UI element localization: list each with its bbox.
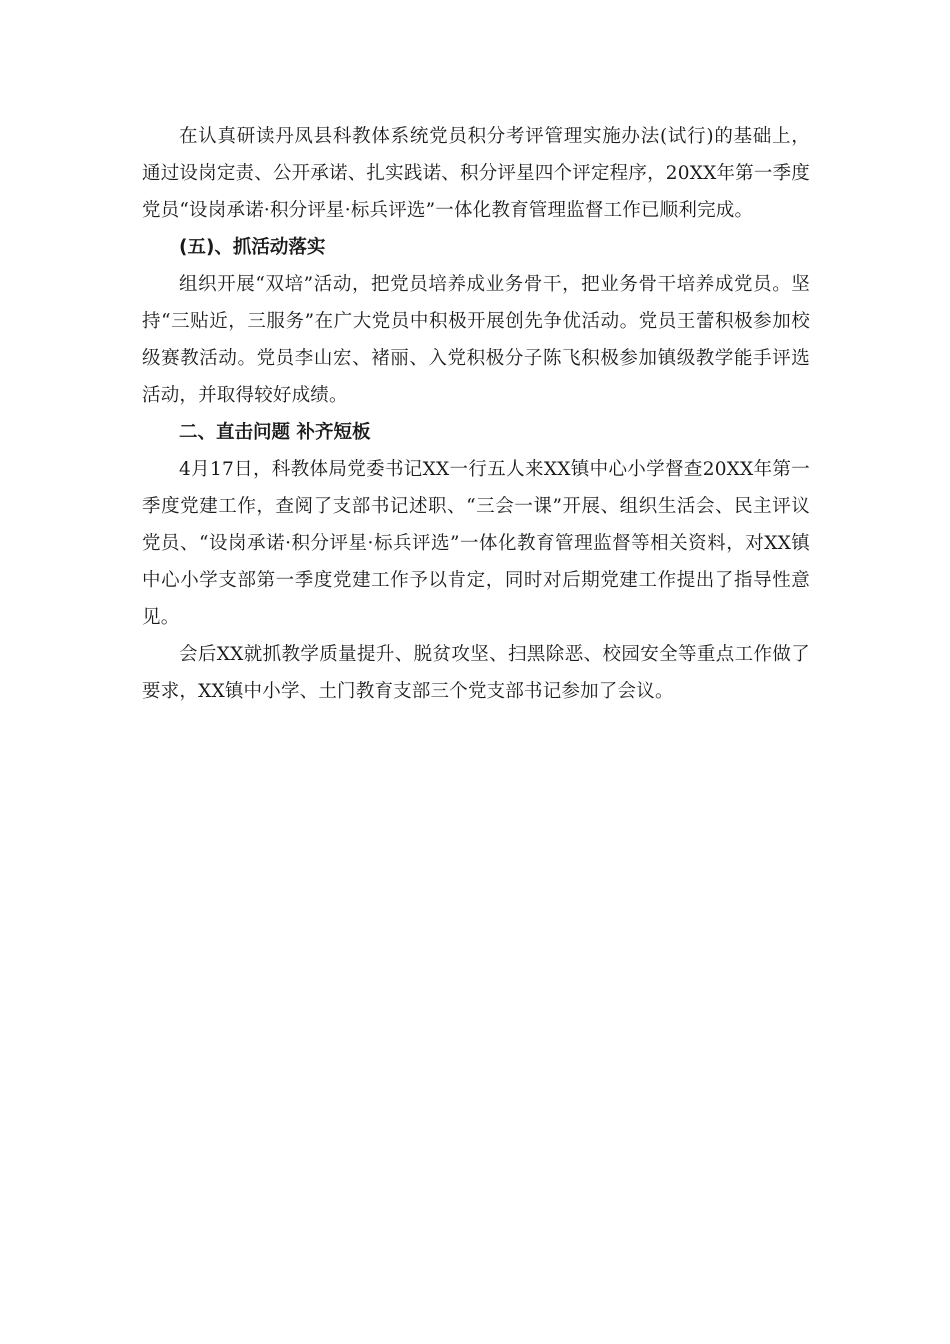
section-heading-activities: (五)、抓活动落实 — [179, 237, 326, 258]
paragraph-evaluation-process: 在认真研读丹凤县科教体系统党员积分考评管理实施办法(试行)的基础上，通过设岗定责、公开承诺、扎实践诺、积分评星四个评定程序，20XX年第一季度党员“设岗承诺·积分评星·标兵评选”一体化教育管理监督工作已顺利完成。 — [142, 126, 810, 221]
paragraph-meeting-requirements: 会后XX就抓教学质量提升、脱贫攻坚、扫黑除恶、校园安全等重点工作做了要求，XX镇中小学、土门教育支部三个党支部书记参加了会议。 — [142, 644, 810, 702]
paragraph-activities: 组织开展“双培”活动，把党员培养成业务骨干，把业务骨干培养成党员。坚持“三贴近，三服务”在广大党员中积极开展创先争优活动。党员王蕾积极参加校级赛教活动。党员李山宏、褚丽、入党积极分子陈飞积极参加镇级教学能手评选活动，并取得较好成绩。 — [142, 274, 810, 406]
paragraph-inspection: 4月17日，科教体局党委书记XX一行五人来XX镇中心小学督查20XX年第一季度党建工作，查阅了支部书记述职、“三会一课”开展、组织生活会、民主评议党员、“设岗承诺·积分评星·标兵评选”一体化教育管理监督等相关资料，对XX镇中心小学支部第一季度党建工作予以肯定，同时对后期党建工作提出了指导性意见。 — [142, 459, 810, 628]
section-heading-problems: 二、直击问题 补齐短板 — [179, 422, 371, 443]
document-page — [142, 118, 810, 710]
